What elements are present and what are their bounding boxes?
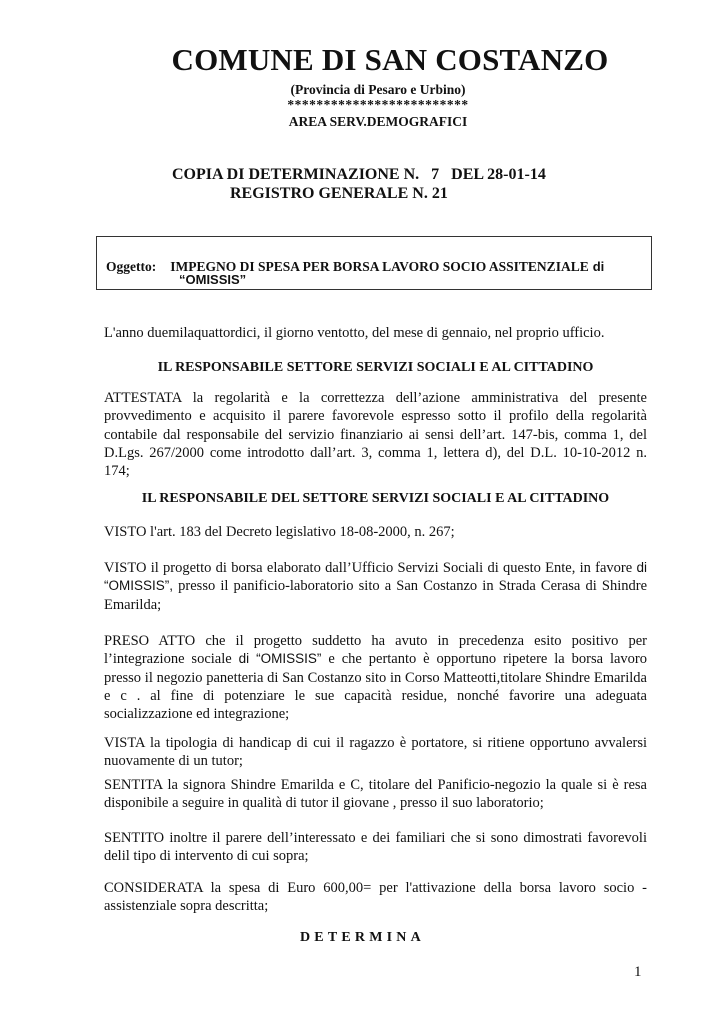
preso-text-a: PRESO ATTO che il progetto suddetto ha avuto in precedenza esito positivo per l’integrazione sociale (104, 633, 647, 668)
section-heading-1: IL RESPONSABILE SETTORE SERVIZI SOCIALI E AL CITTADINO (157, 360, 594, 375)
visto-2-text-d: presso il panificio-laboratorio sito a San Costanzo in Strada Cerasa di Shindre Emarilda; (104, 578, 648, 613)
intro-paragraph: L'anno duemilaquattordici, il giorno ventotto, del mese di gennaio, nel proprio ufficio. (104, 325, 605, 341)
visto-2-text-a: VISTO il progetto di borsa elaborato dall’Ufficio Servizi Sociali di questo Ente, in favore (104, 560, 633, 576)
visto-2-text-b: di (636, 560, 647, 575)
subject-text: IMPEGNO DI SPESA PER BORSA LAVORO SOCIO ASSITENZIALE (170, 259, 589, 274)
attestata-paragraph: ATTESTATA la regolarità e la correttezza dell’azione amministrativa del presente provvedimento e acquisito il parere favorevole espresso sotto il profilo della regolarità contabile dal responsabile del servizio finanziario ai sensi dell’art. 147-bis, comma 1, del D.Lgs. 267/2000 come introdotto dall’art. 3, comma 1, lettera d), del D.L. 10-10-2012 n. 174; (104, 390, 647, 480)
stars-separator: ************************* (287, 97, 469, 112)
province-subtitle: (Provincia di Pesaro e Urbino) (290, 82, 466, 97)
section-heading-2: IL RESPONSABILE DEL SETTORE SERVIZI SOCIALI E AL CITTADINO (141, 491, 610, 506)
general-register: REGISTRO GENERALE N. 21 (230, 185, 448, 202)
determination-number: COPIA DI DETERMINAZIONE N. 7 DEL 28-01-14 (172, 166, 546, 183)
preso-text-c: e che pertanto è opportuno ripetere la borsa lavoro presso il negozio panetteria di San Costanzo sito in Corso Matteotti,titolare Shindre Emarilda e c . al fine di potenziare le sue capacità residue, nonché favorire una adeguata socializzazione ed integrazione; (104, 651, 648, 723)
preso-omissis: di “OMISSIS” (238, 651, 322, 667)
page-number: 1 (634, 964, 642, 980)
preso-atto-paragraph (104, 632, 647, 723)
sentito-paragraph: SENTITO inoltre il parere dell’interessato e dei familiari che si sono dimostrati favorevoli delil tipo di intervento di cui sopra; (104, 830, 647, 865)
subject-omissis: “OMISSIS” (179, 272, 247, 287)
visto-paragraph-2 (104, 559, 647, 614)
sentita-paragraph: SENTITA la signora Shindre Emarilda e C, titolare del Panificio-negozio la quale si è resa disponibile a seguire in qualità di tutor il giovane , presso il suo laboratorio; (104, 777, 647, 812)
area-subtitle: AREA SERV.DEMOGRAFICI (288, 114, 468, 129)
municipality-title: COMUNE DI SAN COSTANZO (171, 42, 609, 77)
visto-2-omissis: “OMISSIS”, (104, 578, 174, 594)
subject-label: Oggetto: (106, 259, 157, 274)
determina-heading: DETERMINA (300, 930, 425, 945)
subject-box (96, 236, 652, 290)
vista-paragraph: VISTA la tipologia di handicap di cui il ragazzo è portatore, si ritiene opportuno avvalersi nuovamente di un tutor; (104, 735, 647, 770)
visto-paragraph-1: VISTO l'art. 183 del Decreto legislativo 18-08-2000, n. 267; (104, 524, 455, 540)
subject-text-tail: di (592, 259, 605, 274)
considerata-paragraph: CONSIDERATA la spesa di Euro 600,00= per l'attivazione della borsa lavoro socio - assistenziale sopra descritta; (104, 880, 647, 915)
